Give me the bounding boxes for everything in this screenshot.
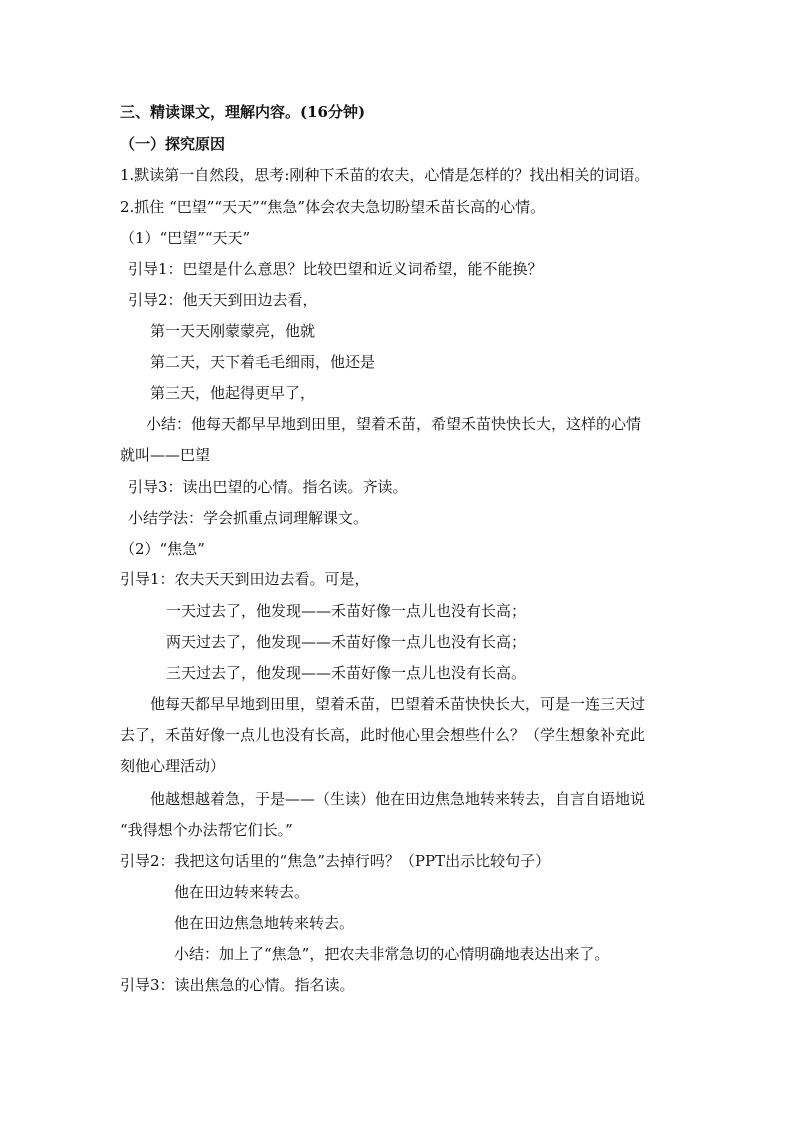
paragraph-line: （1）“巴望”“天天” [120, 229, 251, 247]
paragraph-line: 他越想越着急，于是——（生读）他在田边焦急地转来转去，自言自语地说 [150, 790, 646, 808]
paragraph-line: 去了，禾苗好像一点儿也没有长高，此时他心里会想些什么？（学生想象补充此 [120, 726, 646, 744]
paragraph-line: 小结：加上了“焦急”，把农夫非常急切的心情明确地表达出来了。 [174, 945, 610, 963]
paragraph-line: 引导2：我把这句话里的“焦急”去掉行吗？（PPT出示比较句子） [120, 852, 551, 870]
paragraph-line: 引导2：他天天到田边去看， [128, 291, 318, 309]
paragraph-line: 三天过去了，他发现——禾苗好像一点儿也没有长高。 [166, 664, 527, 682]
paragraph-line: 第一天天刚蒙蒙亮，他就 [150, 322, 316, 340]
paragraph-line: 刻他心理活动） [120, 757, 226, 775]
paragraph-line: 小结：他每天都早早地到田里，望着禾苗，希望禾苗快快长大，这样的心情 [146, 415, 642, 433]
paragraph-line: 两天过去了，他发现——禾苗好像一点儿也没有长高； [166, 633, 527, 651]
section-heading: 三、精读课文，理解内容。(16分钟) [120, 103, 366, 121]
paragraph-line: 小结学法：学会抓重点词理解课文。 [128, 509, 369, 527]
paragraph-line: 他每天都早早地到田里，望着禾苗，巴望着禾苗快快长大，可是一连三天过 [150, 695, 646, 713]
paragraph-line: 他在田边焦急地转来转去。 [174, 914, 355, 932]
paragraph-line: 1.默读第一自然段，思考:刚种下禾苗的农夫，心情是怎样的？找出相关的词语。 [120, 166, 650, 184]
paragraph-line: 一天过去了，他发现——禾苗好像一点儿也没有长高； [166, 602, 527, 620]
paragraph-line: 2.抓住 “巴望”“天天”“焦急”体会农夫急切盼望禾苗长高的心情。 [120, 198, 546, 216]
paragraph-line: 就叫——巴望 [120, 446, 211, 464]
paragraph-line: （2）“焦急” [120, 540, 205, 558]
paragraph-line: 引导3：读出巴望的心情。指名读。齐读。 [128, 478, 408, 496]
paragraph-line: 引导1：巴望是什么意思？比较巴望和近义词希望，能不能换？ [128, 260, 543, 278]
paragraph-line: 第二天，天下着毛毛细雨，他还是 [150, 353, 376, 371]
paragraph-line: “我得想个办法帮它们长。” [120, 821, 293, 839]
paragraph-line: 引导1：农夫天天到田边去看。可是， [120, 570, 370, 588]
paragraph-line: 第三天，他起得更早了， [150, 384, 316, 402]
paragraph-line: 他在田边转来转去。 [174, 883, 310, 901]
subsection-heading: （一）探究原因 [120, 135, 226, 153]
paragraph-line: 引导3：读出焦急的心情。指名读。 [120, 976, 355, 994]
